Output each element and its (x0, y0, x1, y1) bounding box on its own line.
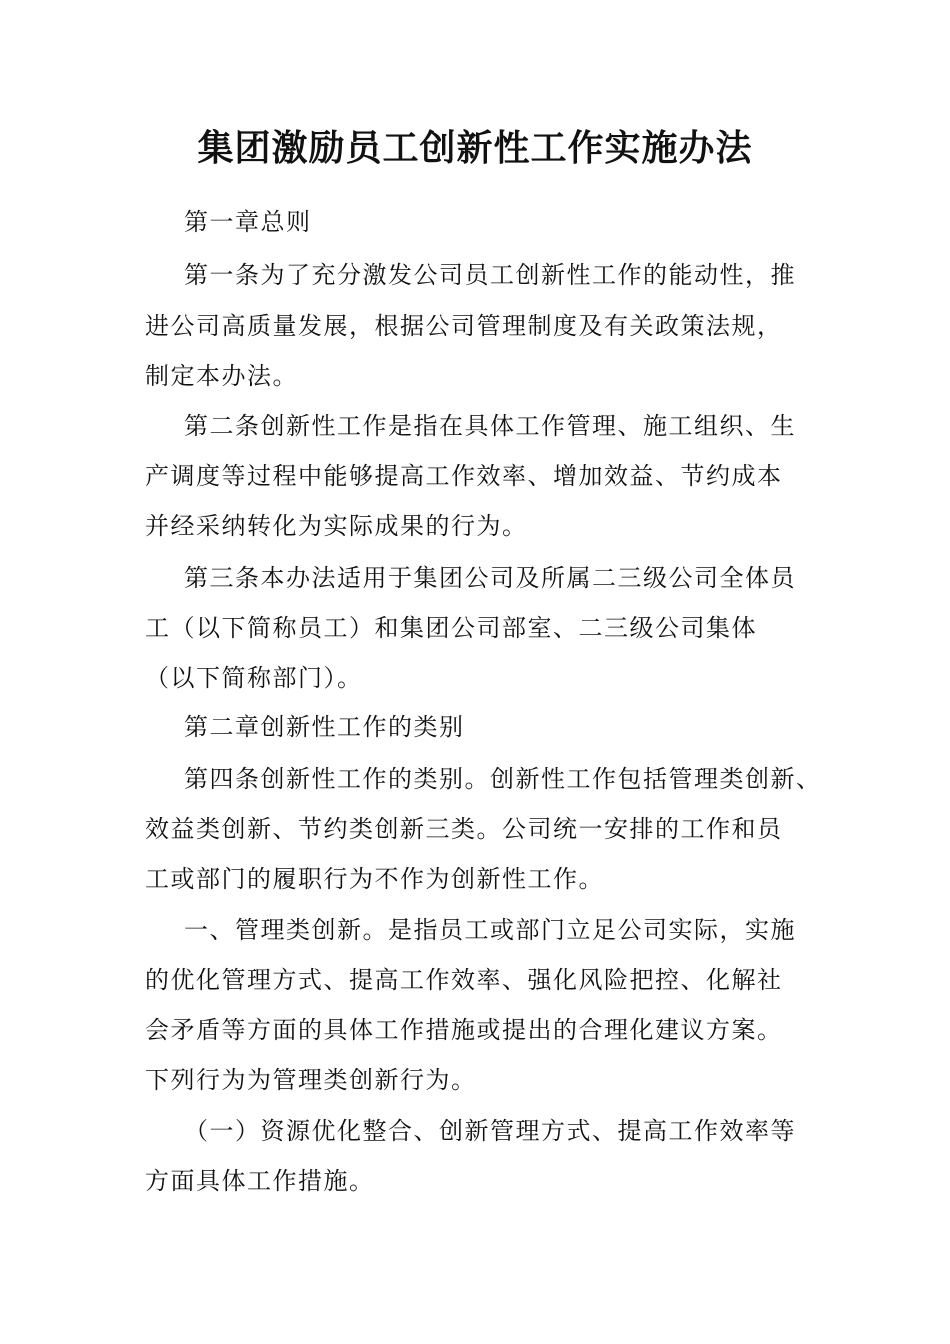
chapter-heading: 第一章总则 (184, 208, 312, 236)
body-line: 的优化管理方式、提高工作效率、强化风险把控、化解社 (145, 966, 783, 994)
body-line: 并经采纳转化为实际成果的行为。 (145, 512, 528, 540)
body-line: 产调度等过程中能够提高工作效率、增加效益、节约成本 (145, 462, 783, 490)
body-line: 进公司高质量发展，根据公司管理制度及有关政策法规， (145, 312, 783, 340)
body-line: 制定本办法。 (145, 362, 298, 390)
body-line: 下列行为为管理类创新行为。 (145, 1066, 477, 1094)
body-line: （一）资源优化整合、创新管理方式、提高工作效率等 (184, 1117, 796, 1145)
body-line: 会矛盾等方面的具体工作措施或提出的合理化建议方案。 (145, 1016, 783, 1044)
body-line: 第一条为了充分激发公司员工创新性工作的能动性，推 (184, 261, 796, 289)
body-line: 工或部门的履职行为不作为创新性工作。 (145, 865, 604, 893)
body-line: 工（以下简称员工）和集团公司部室、二三级公司集体 (145, 614, 757, 642)
document-title: 集团激励员工创新性工作实施办法 (197, 127, 753, 169)
body-line: 效益类创新、节约类创新三类。公司统一安排的工作和员 (145, 815, 783, 843)
body-line: 第二条创新性工作是指在具体工作管理、施工组织、生 (184, 412, 796, 440)
body-line: 方面具体工作措施。 (145, 1167, 375, 1195)
body-line: 一、管理类创新。是指员工或部门立足公司实际，实施 (184, 916, 796, 944)
body-line: （以下简称部门）。 (145, 664, 363, 692)
chapter-heading: 第二章创新性工作的类别 (184, 713, 465, 741)
body-line: 第三条本办法适用于集团公司及所属二三级公司全体员 (184, 564, 796, 592)
body-line: 第四条创新性工作的类别。创新性工作包括管理类创新、 (184, 765, 822, 793)
